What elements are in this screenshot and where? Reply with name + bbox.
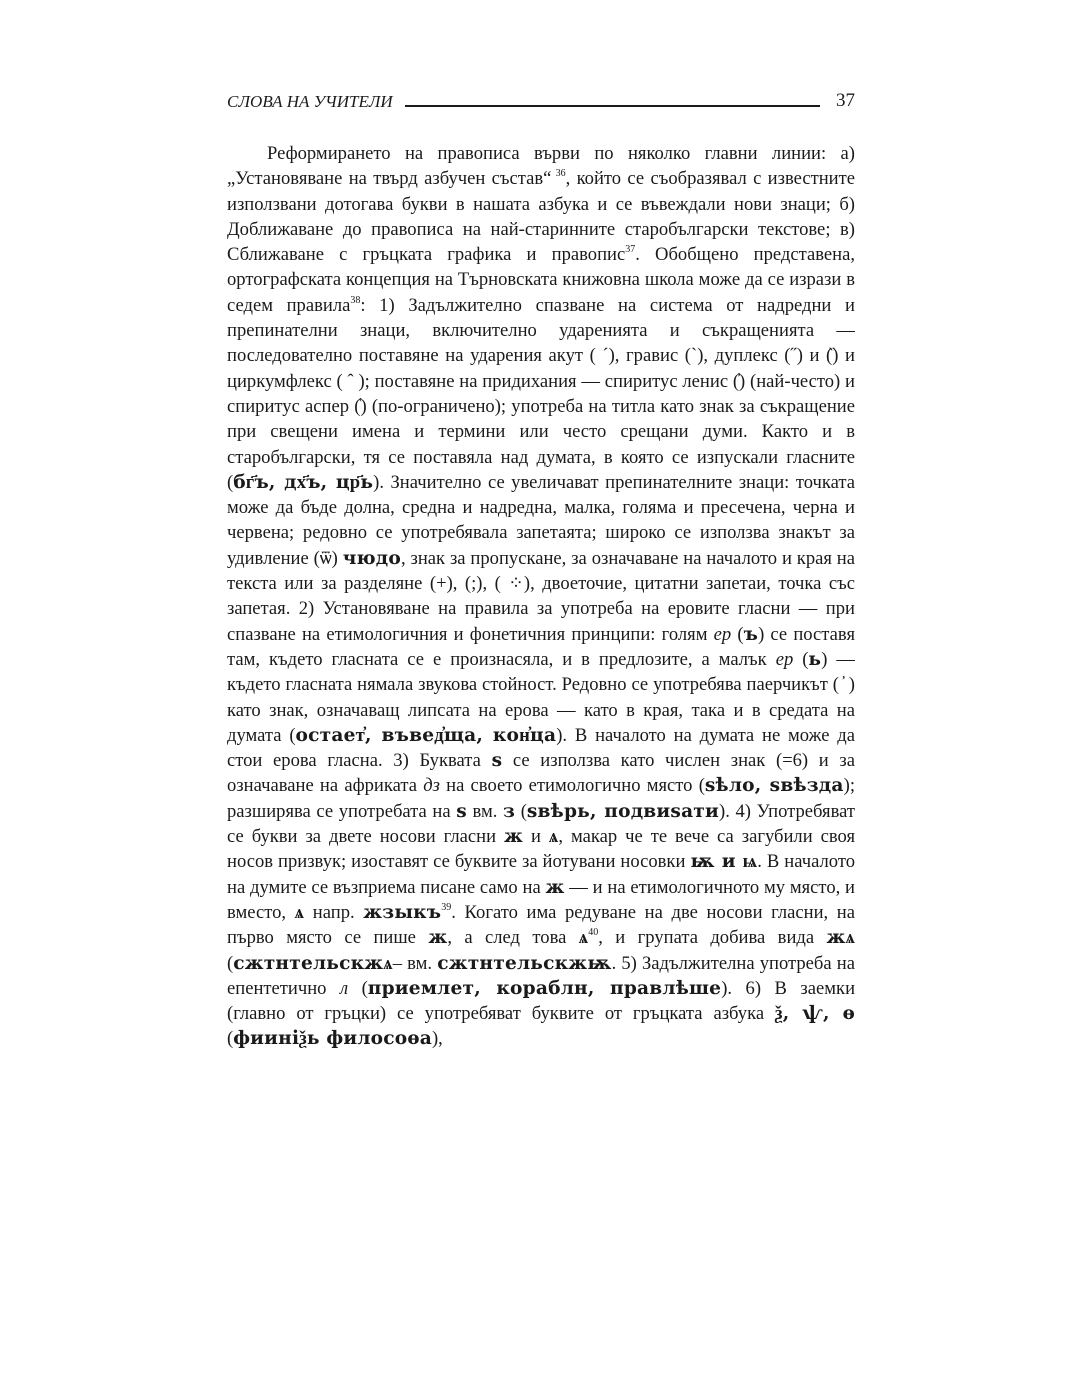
footnote-ref: 36: [551, 168, 566, 180]
text-run: — и на етимологичното му място, и вместо,: [227, 876, 855, 923]
church-slavonic-example: жѧ: [826, 927, 855, 949]
italic-term: дз: [423, 775, 440, 797]
church-slavonic-example: чюдо: [342, 547, 401, 569]
church-slavonic-example: бг҃ъ, дх҃ъ, цр҃ь: [233, 471, 374, 493]
italic-term: л: [339, 977, 349, 999]
church-slavonic-example: ж: [504, 826, 523, 848]
church-slavonic-example: ж: [545, 876, 565, 898]
text-run: . Когато има редуване на две носови гласни, на първо място се пише: [227, 901, 855, 949]
text-run: . В началото на думите се възприема писане само на: [227, 851, 855, 898]
church-slavonic-example: ж: [428, 927, 448, 949]
church-slavonic-example: з: [503, 800, 516, 822]
text-run: ) — където гласната нямала звукова стойност. Редовно се употребява паерчикът ( ҆ ) като знак, означаващ липсата на ерова — като в края, така и в средата на думата (: [227, 648, 855, 746]
church-slavonic-example: сжтнтельскжѧ: [233, 952, 393, 974]
footnote-ref: 40: [588, 927, 599, 939]
paragraph: [227, 141, 855, 1052]
church-slavonic-example: ѧ: [294, 901, 305, 923]
text-run: , макар че те вече са загубили своя носов призвук; изоставят се буквите за йотувани носовки: [227, 826, 855, 873]
running-header: [227, 86, 855, 112]
text-run: – вм.: [392, 952, 438, 974]
text-run: , който се съобразявал с известните използвани дотогава букви в нашата азбука и се въвеждали нови знаци; б) Доближаване до правописа на най-старинните старобългарски текстове; в) Сближаване с гръцката графика и правопис: [227, 168, 855, 266]
text-run: (: [227, 952, 234, 974]
text-run: (: [348, 977, 368, 999]
church-slavonic-example: ѕ: [491, 750, 503, 772]
text-run: ). В началото на думата не може да стои ерова гласна. 3) Буквата: [227, 724, 855, 772]
church-slavonic-example: приемлет, кораблн, правлѣше: [367, 977, 722, 999]
body-text: [227, 141, 855, 1136]
text-run: Реформирането на правописа върви по няколко главни линии: а) „Установяване на твърд азбучен състав“: [227, 143, 855, 190]
text-run: ). 4) Употребяват се букви за двете носови гласни: [227, 800, 855, 848]
text-run: на своето етимологично място (: [439, 775, 705, 797]
church-slavonic-example: ѕвѣрь, подвиѕати: [526, 800, 720, 822]
church-slavonic-example: фииніѯь филосоѳа: [233, 1028, 432, 1050]
text-run: ). 6) В заемки (главно от гръцки) се употребяват буквите от гръцката азбука: [227, 977, 855, 1025]
text-run: ),: [431, 1028, 443, 1050]
text-run: ) се поставя там, където гласната се е произнасяла, и в предлозите, а малък: [227, 623, 855, 670]
footnote-ref: 37: [625, 244, 636, 255]
church-slavonic-example: ѧ: [578, 927, 589, 949]
church-slavonic-example: ѯ, ѱ, ѳ: [775, 1003, 855, 1025]
church-slavonic-example: ь: [808, 648, 822, 670]
text-run: , и групата добива вида: [598, 927, 827, 949]
church-slavonic-example: сжтнтельскжѭ: [437, 952, 612, 974]
church-slavonic-example: ъ: [743, 623, 759, 645]
italic-term: ер: [775, 648, 794, 670]
text-run: (: [731, 623, 744, 645]
church-slavonic-example: ѕ: [456, 800, 467, 822]
text-run: (: [793, 648, 809, 670]
church-slavonic-example: ѕѣло, ѕвѣзда: [704, 775, 844, 797]
text-run: напр.: [304, 901, 364, 923]
church-slavonic-example: остает҆, въвед҆ща, кон҆ца: [295, 724, 557, 746]
footnote-ref: 39: [441, 901, 452, 913]
text-run: ); разширява се употребата на: [227, 775, 855, 822]
header-rule: [405, 105, 820, 107]
text-run: (: [515, 800, 527, 822]
text-run: . Обобщено представена, ортографската концепция на Търновската книжовна школа може да се изрази в седем правила: [227, 244, 855, 316]
text-run: и: [523, 826, 549, 848]
footnote-ref: 38: [350, 294, 361, 306]
text-run: (: [227, 1028, 234, 1050]
text-run: . 5) Задължителна употреба на епентетично: [227, 952, 855, 999]
text-run: се използва като числен знак (=6) и за означаване на африката: [227, 750, 855, 797]
text-run: : 1) Задължително спазване на система от надредни и препинателни знаци, включително ударенията и съкращенията — последователно поставяне на ударения акут ( ´), гравис (`), дуплекс (˝) и (̏) и циркумфлекс ( ˆ ); поставяне на придихания — спиритус ленис (̓) (най-често) и спиритус аспер (̔) (по-ограничено); употреба на титла като знак за съкращение при свещени имена и термини или често срещани думи. Както и в старобългарски, тя се поставяла над думата, в която се изпускали гласните (: [227, 294, 855, 493]
text-run: , а след това: [447, 927, 579, 949]
church-slavonic-example: ѧ: [548, 826, 559, 848]
running-title: СЛОВА НА УЧИТЕЛИ: [227, 92, 393, 111]
text-run: вм.: [466, 800, 503, 822]
text-run: , знак за пропускане, за означаване на началото и края на текста или за разделяне (+), (;), ( ⁘), двоеточие, цитатни запетаи, точка със запетая. 2) Установяване на правила за употреба на еровите гласни — при спазване на етимологичния и фонетичния принципи: голям: [227, 547, 855, 645]
text-run: ). Значително се увеличават препинателните знаци: точката може да бъде долна, средна и надредна, малка, голяма и пресечена, черна и червена; редовно се употребявала запетаята; широко се използва знакът за удивление (ѿ): [227, 471, 855, 569]
church-slavonic-example: ѭ и ѩ: [690, 851, 758, 873]
page-number: 37: [836, 90, 855, 111]
church-slavonic-example: жзыкъ: [363, 901, 442, 923]
italic-term: ер: [713, 623, 732, 645]
